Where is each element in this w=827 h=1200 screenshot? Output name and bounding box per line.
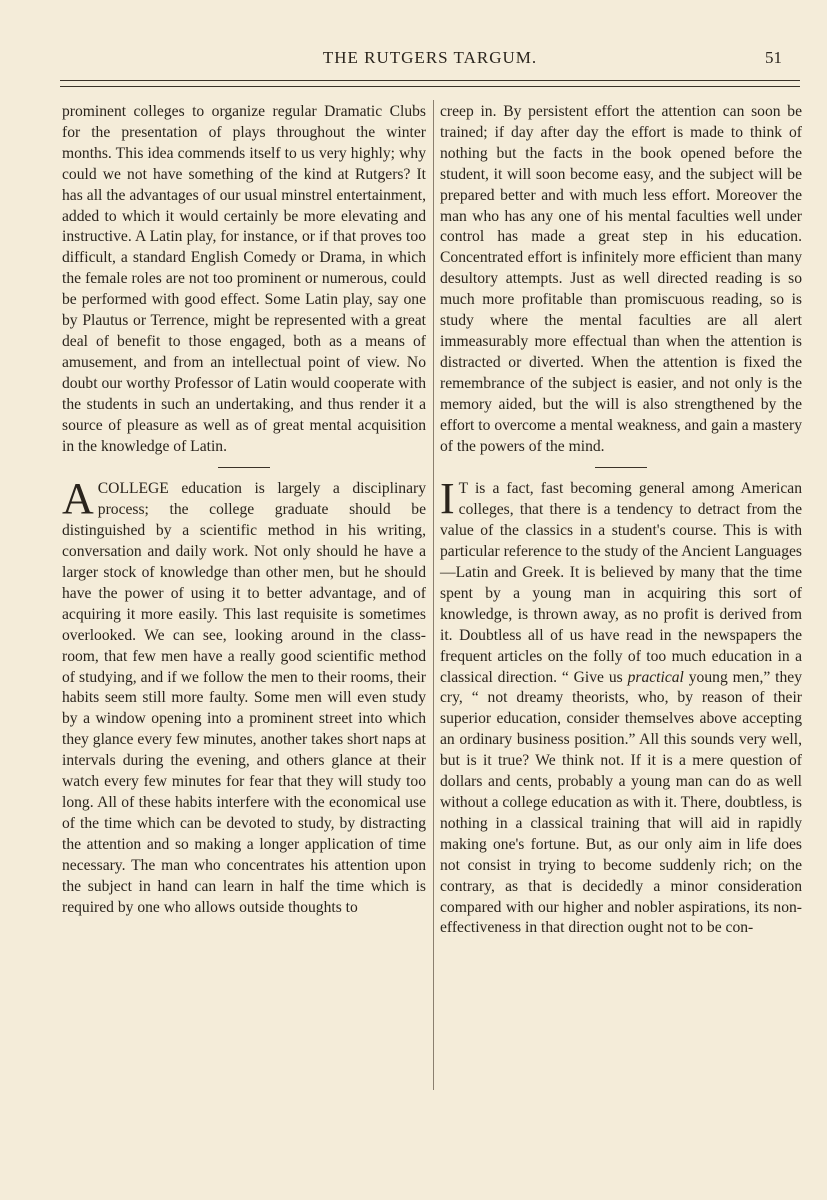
section-separator <box>218 467 270 468</box>
page-header <box>60 46 800 74</box>
journal-title: THE RUTGERS TARGUM. <box>322 48 538 67</box>
attention-paragraph: creep in. By persistent effort the attention can soon be trained; if day after day the effort is made to think of nothing but the facts in the book opened before the student, it will soon become easy, and the subject will be prepared better and with much less effort. Moreover the man who has any one of his mental faculties well under control has made a great step in his education. Concentrated effort is infinitely more efficient than many desultory attempts. Just as well directed reading is so much more profitable than promiscuous reading, so is study where the mental faculties are all alert immeasurably more effectual than when the attention is distracted or diverted. When the attention is fixed the remembrance of the subject is easier, and not only is the memory aided, but the will is also strengthened by the effort to overcome a mental weakness, and gain a mastery of the powers of the mind. <box>440 103 802 455</box>
italic-word: practical <box>627 668 684 686</box>
section-separator <box>595 467 647 468</box>
dramatic-clubs-paragraph: prominent colleges to organize regular Dramatic Clubs for the presentation of plays throughout the winter months. This idea commends itself to us very highly; why could we not have something of the kind at Rutgers? It has all the advantages of our usual minstrel entertainment, added to which it would certainly be more elevating and instructive. A Latin play, for instance, or if that proves too difficult, a standard English Comedy or Drama, in which the female roles are not too prominent or numerous, could be performed with good effect. Some Latin play, say one by Plautus or Terrence, might be represented with a great deal of benefit to those engaged, both as a means of amusement, and from an intellectual point of view. No doubt our worthy Professor of Latin would cooperate with the students in such an undertaking, and thus render it a source of pleasure as well as of great mental acquisition in the knowledge of Latin. <box>62 103 426 455</box>
lead-word: COLLEGE <box>97 480 169 498</box>
study-method-paragraph <box>62 474 426 918</box>
drop-cap: A <box>62 474 94 524</box>
paragraph-body-part1: T is a fact, fast becoming general among American colleges, that there is a tendency to detract from the value of the classics in a student's course. This is with particular reference to the study of the Ancient Languages—Latin and Greek. It is believed by many that the time spent by a young man in acquiring this sort of knowledge, is thrown away, as no profit is derived from it. Doubtless all of us have read in the newspapers the frequent articles on the folly of too much education in a classical direction. “ Give us <box>440 480 802 686</box>
right-column <box>440 102 802 939</box>
header-rule-secondary <box>60 86 800 87</box>
page-number: 51 <box>765 48 782 67</box>
header-rule <box>60 80 800 81</box>
column-divider <box>433 100 434 1090</box>
drop-cap: I <box>440 474 455 524</box>
classics-paragraph <box>440 474 802 939</box>
paragraph-body-part2: young men,” they cry, “ not dreamy theorists, who, by reason of their superior education, consider themselves above accepting an ordinary business position.” All this sounds very well, but is it true? We think not. If it is a mere question of dollars and cents, probably a young man can do as well without a college education as with it. There, doubtless, is nothing in a classical training that will aid in rapidly making one's fortune. But, as our only aim in life does not consist in trying to become suddenly rich; on the contrary, as that is decidedly a minor consideration compared with our higher and nobler aspirations, its non-effectiveness in that direction ought not to be con- <box>440 668 802 937</box>
paragraph-body: education is largely a disciplinary process; the college graduate should be distinguished by a scientific method in his writing, conversation and daily work. Not only should he have a larger stock of knowledge than other men, but he should have the power of using it to better advantage, and of acquiring it more easily. This last requisite is sometimes overlooked. We can see, looking around in the class-room, that few men have a really good scientific method of studying, and if we follow the men to their rooms, their habits seem still more faulty. Some men will even study by a window opening into a prominent street into which they glance every few minutes, another takes short naps at intervals during the evening, and others glance at their watch every few minutes for fear that they will study too long. All of these habits interfere with the economical use of the time which can be devoted to study, by distracting the attention and so making a longer application of time necessary. The man who concentrates his attention upon the subject in hand can learn in half the time which is required by one who allows outside thoughts to <box>62 480 426 916</box>
left-column <box>62 102 426 918</box>
